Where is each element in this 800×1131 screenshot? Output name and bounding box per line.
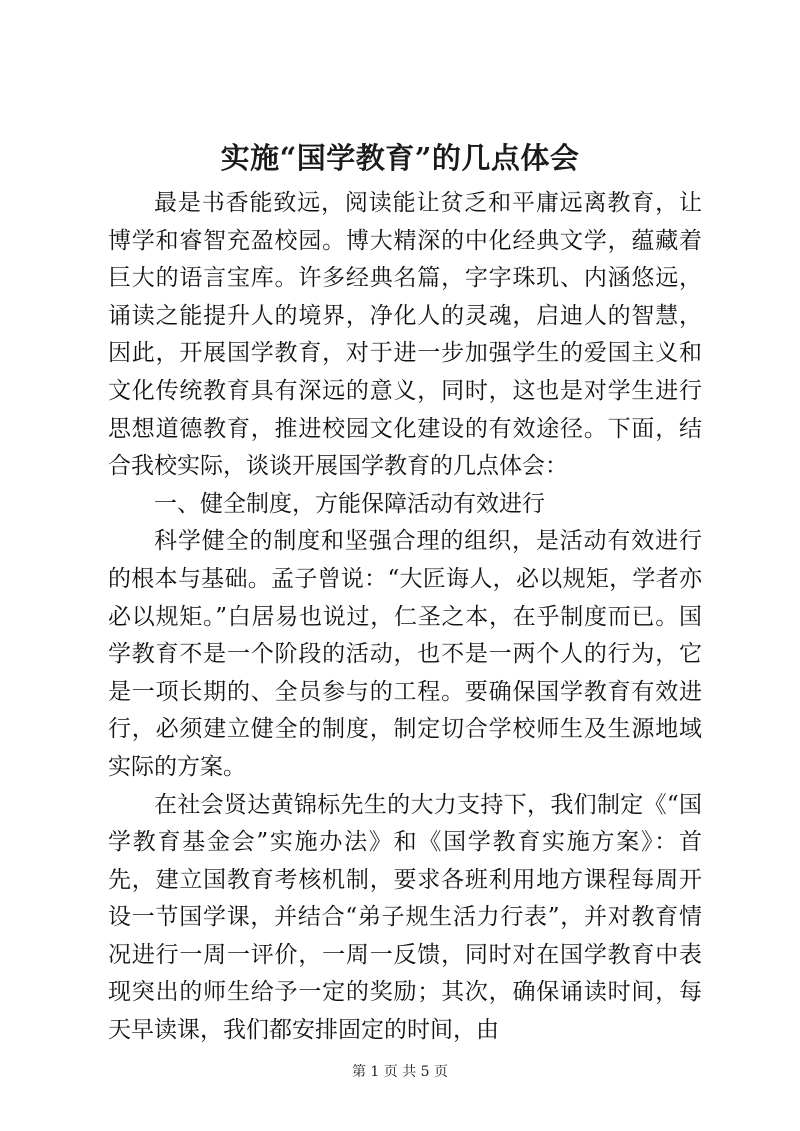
document-body — [108, 185, 702, 1050]
section-heading-1: 一、健全制度，方能保障活动有效进行 — [154, 490, 545, 517]
document-title: 实施“国学教育”的几点体会 — [220, 141, 580, 175]
page-indicator: 第 1 页 共 5 页 — [351, 1064, 449, 1080]
paragraph-implementation: 在社会贤达黄锦标先生的大力支持下，我们制定《“国学教育基金会”实施办法》和《国学教育实施方案》：首先，建立国教育考核机制，要求各班利用地方课程每周开设一节国学课，并结合“弟子规生活力行表”，并对教育情况进行一周一评价，一周一反馈，同时对在国学教育中表现突出的师生给予一定的奖励；其次，确保诵读时间，每天早读课，我们都安排固定的时间，由 — [108, 791, 702, 1044]
paragraph-system: 科学健全的制度和坚强合理的组织，是活动有效进行的根本与基础。孟子曾说：“大匠诲人，必以规矩，学者亦必以规矩。”白居易也说过，仁圣之本，在乎制度而已。国学教育不是一个阶段的活动，也不是一两个人的行为，它是一项长期的、全员参与的工程。要确保国学教育有效进行，必须建立健全的制度，制定切合学校师生及生源地域实际的方案。 — [108, 528, 702, 780]
paragraph-intro: 最是书香能致远，阅读能让贫乏和平庸远离教育，让博学和睿智充盈校园。博大精深的中化经典文学，蕴藏着巨大的语言宝库。许多经典名篇，字字珠玑、内涵悠远，诵读之能提升人的境界，净化人的灵魂，启迪人的智慧，因此，开展国学教育，对于进一步加强学生的爱国主义和文化传统教育具有深远的意义，同时，这也是对学生进行思想道德教育，推进校园文化建设的有效途径。下面，结合我校实际，谈谈开展国学教育的几点体会： — [108, 190, 702, 480]
